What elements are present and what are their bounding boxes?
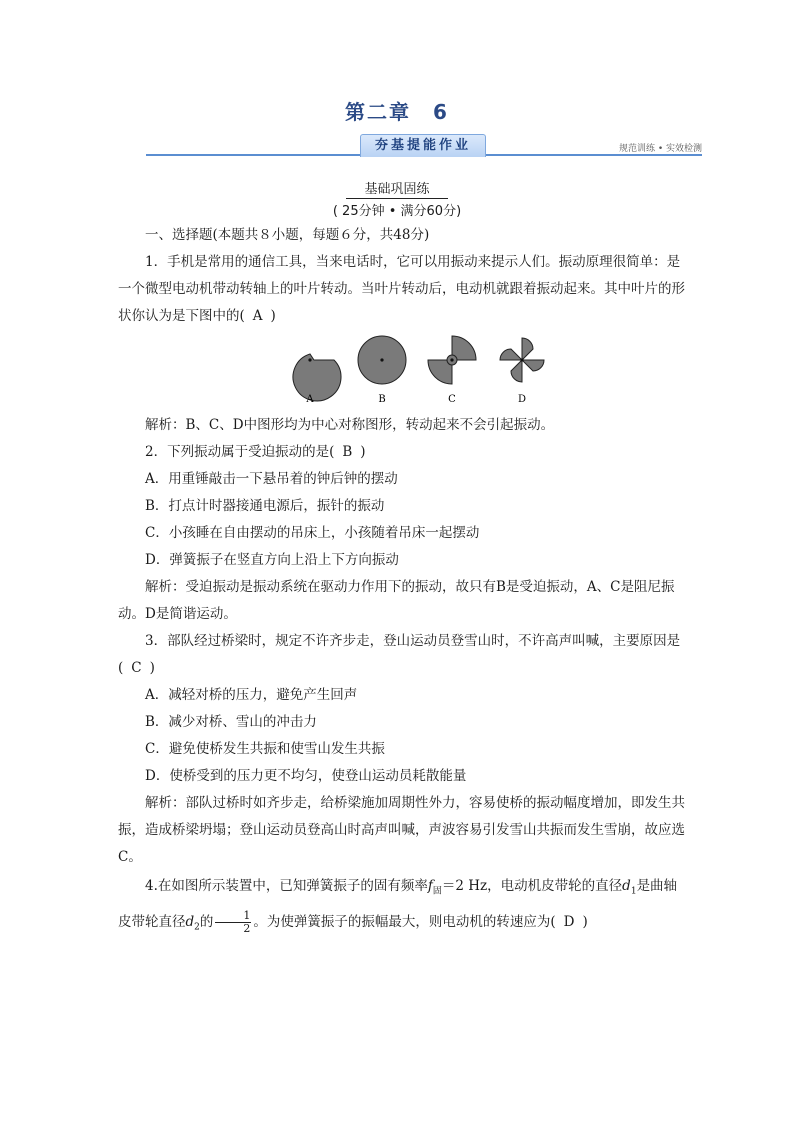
q4-text-b: ＝2 Hz，电动机皮带轮的直径 (441, 878, 623, 894)
q3-option-b: B．减少对桥、雪山的冲击力 (145, 714, 317, 730)
q3-option-a: A．减轻对桥的压力，避免产生回声 (145, 687, 358, 703)
q2-analysis: 解析：受迫振动是振动系统在驱动力作用下的振动，故只有B是受迫振动，A、C是阻尼振动。D是简谐运动。 (118, 579, 675, 622)
fig-label-d: D (517, 394, 527, 405)
q2-stem: 2．下列振动属于受迫振动的是( (145, 444, 335, 460)
q2-option-c: C．小孩睡在自由摆动的吊床上，小孩随着吊床一起摆动 (145, 525, 480, 541)
blade-c-shape (428, 336, 476, 384)
d1-subscript: 1 (630, 886, 637, 897)
q4-text-a: 4.在如图所示装置中，已知弹簧振子的固有频率 (145, 878, 428, 894)
q3-analysis: 解析：部队过桥时如齐步走，给桥梁施加周期性外力，容易使桥的振动幅度增加，即发生共振，造成桥梁坍塌；登山运动员登高山时高声叫喊，声波容易引发雪山共振而发生雪崩，故应选C。 (118, 795, 685, 865)
one-half-fraction (215, 910, 251, 935)
q1-answer: A (252, 308, 263, 324)
q2-option-d: D．弹簧振子在竖直方向上沿上下方向振动 (145, 552, 399, 568)
question-2 (118, 439, 686, 466)
q3-close: ) (149, 660, 155, 676)
worksheet-content (118, 222, 686, 942)
q4-text-d: 的 (199, 913, 214, 930)
q4-answer: D (563, 913, 575, 930)
d2-subscript: 2 (194, 922, 200, 933)
part-heading: 一、选择题(本题共８小题，每题６分，共48分) (145, 227, 430, 243)
q2-option-b: B．打点计时器接通电源后，振针的振动 (145, 498, 385, 514)
q3-answer: C (131, 660, 142, 676)
q3-option-c: C．避免使桥发生共振和使雪山发生共振 (145, 741, 385, 757)
f-subscript: 固 (432, 886, 442, 897)
blade-a-shape (293, 354, 341, 401)
q1-stem: 1．手机是常用的通信工具，当来电话时，它可以用振动来提示人们。振动原理很简单：是一个微型电动机带动转轴上的叶片转动。当叶片转动后，电动机就跟着振动起来。其中叶片的形状你认为是下图中的( (118, 254, 685, 324)
q2-close: ) (360, 444, 366, 460)
q3-option-d: D．使桥受到的压力更不均匀，使登山运动员耗散能量 (145, 768, 467, 784)
fig-label-a: A (306, 394, 314, 405)
f-symbol: f (427, 878, 433, 894)
q2-answer: B (342, 444, 353, 460)
fig-label-c: C (448, 394, 456, 405)
fraction-denominator: 2 (243, 921, 251, 935)
blade-shapes-figure (280, 334, 550, 408)
q2-option-a: A．用重锤敲击一下悬吊着的钟后钟的摆动 (145, 471, 398, 487)
q1-close: ) (270, 308, 276, 324)
d2-symbol: d (185, 913, 195, 930)
question-4 (118, 871, 686, 942)
blade-d-shape (500, 338, 544, 382)
chapter-title: 第二章 6 (345, 100, 449, 124)
q3-stem: 3．部队经过桥梁时，规定不许齐步走，登山运动员登雪山时，不许高声叫喊，主要原因是( (118, 633, 681, 676)
q4-close: ) (582, 913, 588, 930)
question-1 (118, 249, 686, 330)
blade-b-shape (358, 336, 406, 384)
question-3 (118, 628, 686, 682)
fig-label-b: B (378, 394, 386, 405)
section-title: 基础巩固练 (346, 178, 447, 199)
q1-figure (118, 334, 686, 408)
q1-analysis: 解析：B、C、D中图形均为中心对称图形，转动起来不会引起振动。 (145, 417, 555, 433)
banner-caption: 规范训练 • 实效检测 (618, 144, 702, 154)
q4-text-e: 。为使弹簧振子的振幅最大，则电动机的转速应为( (253, 913, 556, 930)
banner-tab: 夯基提能作业 (360, 134, 486, 157)
q4-text-c: 是曲轴皮带轮直径 (118, 878, 678, 930)
section-heading (0, 178, 794, 199)
d1-symbol: d (622, 878, 631, 894)
fraction-numerator: 1 (215, 910, 251, 923)
section-subtitle: ( 25分钟 • 满分60分) (332, 204, 462, 219)
